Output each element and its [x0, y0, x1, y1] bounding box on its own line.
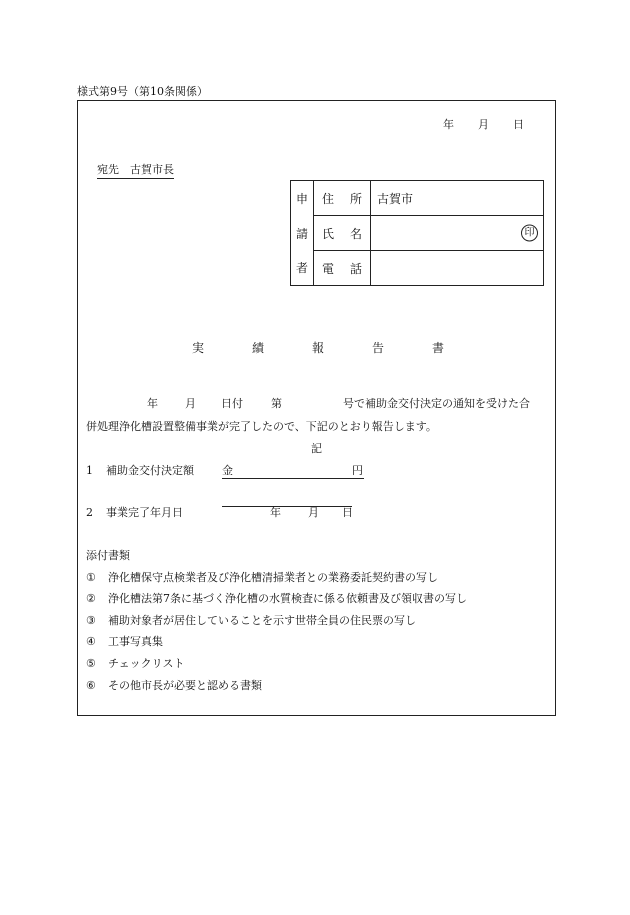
name-value	[371, 216, 544, 251]
item2-label: 事業完了年月日	[106, 506, 183, 519]
attachments-heading: 添付書類	[86, 549, 130, 562]
attachment-text-5: チェックリスト	[108, 657, 185, 670]
attachment-item-6	[86, 679, 262, 693]
attachment-text-4: 工事写真集	[108, 635, 163, 648]
item2-year: 年	[270, 506, 281, 519]
applicant-table	[290, 180, 544, 286]
address-label-a: 住	[322, 191, 335, 206]
attachment-text-6: その他市長が必要と認める書類	[108, 679, 262, 692]
attachment-mark-2: ②	[86, 592, 96, 605]
attachment-item-1	[86, 571, 438, 585]
item1-label: 補助金交付決定額	[106, 464, 194, 477]
item1-amount-prefix: 金	[222, 464, 233, 477]
seal-icon: 印	[521, 225, 538, 242]
attachment-text-2: 浄化槽法第7条に基づく浄化槽の水質検査に係る依頼書及び領収書の写し	[108, 592, 467, 605]
body-line2: 併処理浄化槽設置整備事業が完了したので、下記のとおり報告します。	[86, 420, 437, 433]
item1-number: 1	[86, 464, 93, 477]
attachment-text-1: 浄化槽保守点検業者及び浄化槽清掃業者との業務委託契約書の写し	[108, 571, 438, 584]
address-label	[314, 181, 371, 216]
attachment-mark-6: ⑥	[86, 679, 96, 692]
attachment-mark-4: ④	[86, 635, 96, 648]
body-day-tsuke: 日付	[221, 397, 243, 410]
phone-label	[314, 251, 371, 286]
attachment-mark-3: ③	[86, 614, 96, 627]
applicant-row-name	[291, 216, 544, 251]
item1-amount-field	[222, 464, 364, 479]
body-dai: 第	[271, 397, 282, 410]
header-month-label: 月	[478, 118, 489, 131]
item1-amount-suffix: 円	[352, 464, 363, 477]
item2-month: 月	[308, 506, 319, 519]
phone-label-b: 話	[349, 261, 362, 276]
addressee: 宛先 古賀市長	[97, 163, 174, 179]
item2-day: 日	[342, 506, 353, 519]
attachment-text-3: 補助対象者が居住していることを示す世帯全員の住民票の写し	[108, 614, 416, 627]
address-value: 古賀市	[371, 181, 544, 216]
attachment-mark-1: ①	[86, 571, 96, 584]
title-char-3: 報	[312, 341, 325, 355]
name-label-a: 氏	[322, 226, 335, 241]
name-label	[314, 216, 371, 251]
applicant-side-label-1: 申	[291, 181, 314, 216]
body-year: 年	[147, 397, 158, 410]
document-title	[192, 341, 444, 356]
address-label-b: 所	[349, 191, 362, 206]
header-year-label: 年	[443, 118, 454, 131]
form-caption: 様式第9号（第10条関係）	[77, 85, 208, 98]
attachment-item-3	[86, 614, 416, 628]
title-char-5: 書	[432, 341, 445, 355]
attachment-item-5	[86, 657, 184, 671]
attachment-item-4	[86, 635, 163, 649]
title-char-4: 告	[372, 341, 385, 355]
applicant-row-phone	[291, 251, 544, 286]
phone-label-a: 電	[322, 261, 335, 276]
name-label-b: 名	[349, 226, 362, 241]
attachment-item-2	[86, 592, 467, 606]
body-month: 月	[185, 397, 196, 410]
applicant-row-address	[291, 181, 544, 216]
applicant-side-label-2: 請	[291, 216, 314, 251]
title-char-2: 績	[252, 341, 265, 355]
applicant-side-label-3: 者	[291, 251, 314, 286]
attachment-mark-5: ⑤	[86, 657, 96, 670]
header-day-label: 日	[513, 118, 524, 131]
phone-value	[371, 251, 544, 286]
title-char-1: 実	[192, 341, 205, 355]
ki-label: 記	[311, 442, 322, 455]
item2-number: 2	[86, 506, 93, 519]
body-line1-tail: 号で補助金交付決定の通知を受けた合	[343, 397, 530, 410]
item2-date-field	[222, 506, 353, 519]
